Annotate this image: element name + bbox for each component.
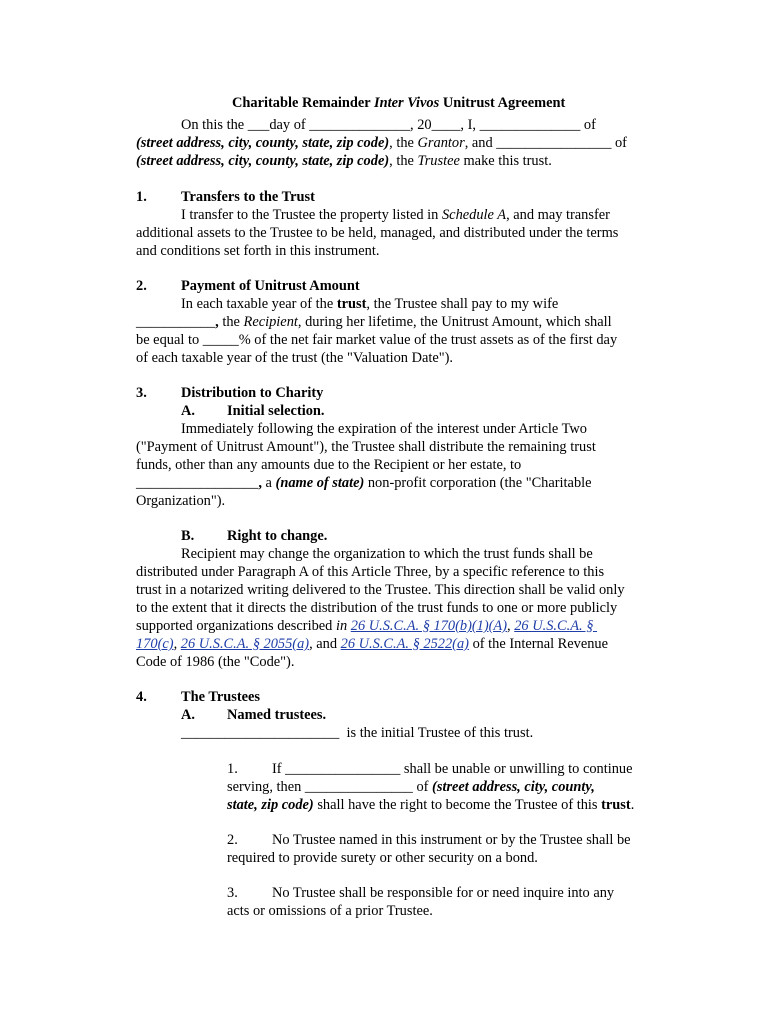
section-3b-line-7: Code of 1986 (the "Code"). [136,654,295,670]
section-3a-line-4: _________________, a (name of state) non-profit corporation (the "Charitable [136,475,592,491]
section-3a-line-5: Organization"). [136,493,226,509]
paragraph-1-line-3: state, zip code) shall have the right to become the Trustee of this trust. [227,797,635,813]
section-1-line-2: additional assets to the Trustee to be held, managed, and distributed under the terms [136,225,619,241]
section-3b-line-2: distributed under Paragraph A of this Article Three, by a specific reference to this [136,564,605,580]
paragraph-2-line-1: No Trustee named in this instrument or by the Trustee shall be [272,832,631,848]
citation-link-170c-part1[interactable]: 26 U.S.C.A. § [514,618,597,634]
citation-link-2055a[interactable]: 26 U.S.C.A. § 2055(a) [180,636,310,652]
section-1-heading: Transfers to the Trust [181,189,315,205]
section-3-heading: Distribution to Charity [181,385,324,401]
section-3a-label: A. [181,403,195,419]
section-2-heading: Payment of Unitrust Amount [181,278,360,294]
section-4a-heading: Named trustees. [227,707,327,723]
paragraph-3-number: 3. [227,885,238,901]
section-4-heading: The Trustees [181,689,261,705]
intro-line-2: (street address, city, county, state, zip code), the Grantor, and ________________ of [136,135,627,151]
section-3a-heading: Initial selection. [227,403,325,419]
section-4-number: 4. [136,689,147,705]
citation-link-170b1a[interactable]: 26 U.S.C.A. § 170(b)(1)(A) [350,618,508,634]
section-3a-line-2: ("Payment of Unitrust Amount"), the Trustee shall distribute the remaining trust [136,439,596,455]
section-1-line-3: and conditions set forth in this instrument. [136,243,380,259]
section-2-number: 2. [136,278,147,294]
document-title: Charitable Remainder Inter Vivos Unitrust Agreement [232,95,566,111]
section-3b-label: B. [181,528,195,544]
paragraph-2-number: 2. [227,832,238,848]
section-3-number: 3. [136,385,147,401]
section-3a-line-3: funds, other than any amounts due to the Recipient or her estate, to [136,457,522,473]
citation-link-170c-part2[interactable]: 170(c) [136,636,174,652]
paragraph-1-line-1: If ________________ shall be unable or unwilling to continue [272,761,633,777]
section-3b-line-4: to the extent that it directs the distribution of the trust funds to one or more publicly [136,600,618,616]
section-2-line-2: ___________, the Recipient, during her lifetime, the Unitrust Amount, which shall [136,314,612,330]
section-2-line-3: be equal to _____% of the net fair market value of the trust assets as of the first day [136,332,618,348]
section-4a-label: A. [181,707,195,723]
section-3b-line-3: trust in a notarized writing delivered to the Trustee. This direction shall be valid only [136,582,625,598]
paragraph-3-line-1: No Trustee shall be responsible for or need inquire into any [272,885,615,901]
section-3b-line-6: 170(c), 26 U.S.C.A. § 2055(a), and 26 U.S.C.A. § 2522(a) of the Internal Revenue [136,636,609,652]
citation-link-2522a[interactable]: 26 U.S.C.A. § 2522(a) [340,636,469,652]
section-3b-heading: Right to change. [227,528,328,544]
section-1-number: 1. [136,189,147,205]
section-2-line-1: In each taxable year of the trust, the Trustee shall pay to my wife [181,296,559,312]
intro-line-1: On this the ___day of ______________, 20____, I, ______________ of [181,117,596,133]
section-1-line-1: I transfer to the Trustee the property listed in Schedule A, and may transfer [181,207,610,223]
intro-line-3: (street address, city, county, state, zip code), the Trustee make this trust. [136,153,552,169]
paragraph-2-line-2: required to provide surety or other security on a bond. [227,850,538,866]
section-2-line-4: of each taxable year of the trust (the "Valuation Date"). [136,350,454,366]
paragraph-1-number: 1. [227,761,238,777]
section-3a-line-1: Immediately following the expiration of the interest under Article Two [181,421,587,437]
section-3b-line-1: Recipient may change the organization to which the trust funds shall be [181,546,593,562]
paragraph-1-line-2: serving, then _______________ of (street address, city, county, [227,779,595,795]
paragraph-3-line-2: acts or omissions of a prior Trustee. [227,903,433,919]
section-4a-line-1: ______________________ is the initial Trustee of this trust. [181,725,534,741]
section-3b-line-5: supported organizations described in 26 U.S.C.A. § 170(b)(1)(A), 26 U.S.C.A. § [136,618,597,634]
